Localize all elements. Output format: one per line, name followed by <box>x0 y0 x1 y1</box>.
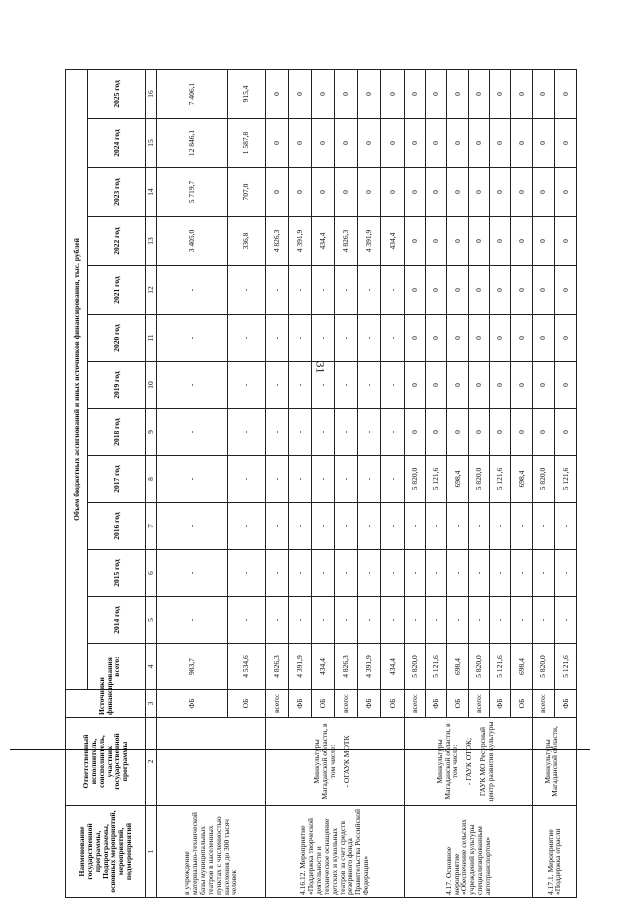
value-cell: 0 <box>426 362 447 409</box>
value-cell: 0 <box>511 409 532 456</box>
value-cell: 0 <box>511 119 532 168</box>
value-cell: - <box>554 550 576 597</box>
column-index: 3 <box>146 690 157 718</box>
value-cell: - <box>381 550 404 597</box>
value-cell: - <box>288 362 311 409</box>
value-cell: 0 <box>447 119 468 168</box>
value-cell: 5 121,6 <box>490 644 511 690</box>
value-cell: 5 820,0 <box>532 456 554 503</box>
value-cell: 0 <box>335 69 358 118</box>
value-cell: 336,8 <box>227 217 265 266</box>
executor-line: - ОГАУК МОТК <box>341 735 351 788</box>
funding-source: ОБ <box>381 690 404 718</box>
value-cell: 0 <box>311 119 334 168</box>
value-cell: 5 820,0 <box>468 456 489 503</box>
value-cell: - <box>311 597 334 644</box>
value-cell: 0 <box>447 409 468 456</box>
value-cell: 0 <box>381 69 404 118</box>
value-cell: 0 <box>468 168 489 217</box>
index-row <box>146 69 157 897</box>
funding-source: всего: <box>468 690 489 718</box>
value-cell: 0 <box>511 217 532 266</box>
value-cell: - <box>335 315 358 362</box>
value-cell: 0 <box>554 315 576 362</box>
funding-source: ОБ <box>311 690 334 718</box>
value-cell: - <box>447 503 468 550</box>
value-cell: - <box>288 409 311 456</box>
table-header <box>66 69 157 897</box>
measure-name: 4.17. Основное мероприятие «Обеспечение сельских учреждений культуры специализированным автотранспортом» <box>404 806 532 898</box>
value-cell: 0 <box>311 168 334 217</box>
value-cell: 5 820,0 <box>404 456 425 503</box>
value-cell: 0 <box>468 266 489 315</box>
value-cell: - <box>335 550 358 597</box>
value-cell: - <box>311 456 334 503</box>
value-cell: - <box>426 503 447 550</box>
header-year: 2015 год <box>88 550 146 597</box>
table-frame <box>65 70 577 898</box>
value-cell: 0 <box>288 168 311 217</box>
value-cell: 0 <box>358 69 381 118</box>
value-cell: - <box>311 503 334 550</box>
value-cell: 0 <box>554 266 576 315</box>
value-cell: 0 <box>426 266 447 315</box>
value-cell: - <box>468 597 489 644</box>
value-cell: - <box>157 266 228 315</box>
value-cell: - <box>511 550 532 597</box>
value-cell: 0 <box>335 168 358 217</box>
value-cell: - <box>554 597 576 644</box>
value-cell: 0 <box>265 69 288 118</box>
value-cell: 434,4 <box>311 644 334 690</box>
header-name: Наименование государственной программы, Подпрограммы, основных мероприятий, мероприятий, подмероприятий <box>66 806 146 898</box>
value-cell: 4 826,3 <box>335 644 358 690</box>
funding-source: ОБ <box>227 690 265 718</box>
value-cell: - <box>554 503 576 550</box>
value-cell: 1 587,8 <box>227 119 265 168</box>
value-cell: - <box>381 597 404 644</box>
value-cell: - <box>404 503 425 550</box>
value-cell: 0 <box>490 217 511 266</box>
value-cell: - <box>227 409 265 456</box>
column-index: 8 <box>146 456 157 503</box>
executor <box>532 718 576 806</box>
value-cell: 0 <box>426 69 447 118</box>
header-year: 2023 год <box>88 168 146 217</box>
value-cell: - <box>227 266 265 315</box>
value-cell: - <box>335 266 358 315</box>
funding-source: ФБ <box>358 690 381 718</box>
value-cell: - <box>311 266 334 315</box>
value-cell: 0 <box>404 217 425 266</box>
value-cell: 0 <box>447 69 468 118</box>
value-cell: 4 534,6 <box>227 644 265 690</box>
value-cell: 698,4 <box>511 456 532 503</box>
value-cell: - <box>447 597 468 644</box>
value-cell: 0 <box>490 409 511 456</box>
column-index: 10 <box>146 362 157 409</box>
value-cell: - <box>335 409 358 456</box>
value-cell: 0 <box>490 168 511 217</box>
value-cell: - <box>358 315 381 362</box>
funding-source: ФБ <box>490 690 511 718</box>
measure-name: в учреждение материально-технической базы муниципальных театров в населенных пунктах с численностью населения до 300 тысяч человек <box>157 806 266 898</box>
value-cell: - <box>335 597 358 644</box>
value-cell: 4 391,9 <box>288 644 311 690</box>
value-cell: - <box>381 266 404 315</box>
value-cell: 0 <box>381 119 404 168</box>
table-row <box>532 69 554 897</box>
value-cell: - <box>532 550 554 597</box>
value-cell: - <box>265 456 288 503</box>
header-year: 2021 год <box>88 266 146 315</box>
value-cell: - <box>532 503 554 550</box>
value-cell: - <box>288 597 311 644</box>
value-cell: 0 <box>426 409 447 456</box>
table-body <box>157 69 577 897</box>
value-cell: - <box>426 550 447 597</box>
value-cell: - <box>490 550 511 597</box>
value-cell: - <box>511 503 532 550</box>
value-cell: 0 <box>532 69 554 118</box>
column-index: 2 <box>146 718 157 806</box>
value-cell: 0 <box>265 119 288 168</box>
value-cell: - <box>311 315 334 362</box>
column-index: 7 <box>146 503 157 550</box>
value-cell: - <box>227 550 265 597</box>
page-number: 31 <box>313 361 328 374</box>
value-cell: 0 <box>554 362 576 409</box>
value-cell: - <box>157 409 228 456</box>
value-cell: 0 <box>288 69 311 118</box>
header-year: 2014 год <box>88 597 146 644</box>
value-cell: 0 <box>288 119 311 168</box>
value-cell: 0 <box>311 69 334 118</box>
executor-line: - ГАУК ОТОК; <box>464 737 474 786</box>
value-cell: 0 <box>426 119 447 168</box>
funding-source: ФБ <box>157 690 228 718</box>
value-cell: 698,4 <box>447 644 468 690</box>
value-cell: 0 <box>511 168 532 217</box>
value-cell: 4 391,9 <box>358 644 381 690</box>
value-cell: 0 <box>335 119 358 168</box>
value-cell: 0 <box>447 315 468 362</box>
value-cell: - <box>288 315 311 362</box>
value-cell: 0 <box>404 119 425 168</box>
value-cell: - <box>227 362 265 409</box>
value-cell: - <box>288 456 311 503</box>
column-index: 15 <box>146 119 157 168</box>
value-cell: 0 <box>447 217 468 266</box>
header-year: 2018 год <box>88 409 146 456</box>
value-cell: 0 <box>554 409 576 456</box>
header-year: 2017 год <box>88 456 146 503</box>
value-cell: 3 405,0 <box>157 217 228 266</box>
value-cell: - <box>265 409 288 456</box>
header-source: Источники финансирования <box>66 690 146 718</box>
value-cell: 0 <box>554 119 576 168</box>
value-cell: - <box>335 362 358 409</box>
value-cell: - <box>265 503 288 550</box>
value-cell: 0 <box>511 362 532 409</box>
value-cell: 698,4 <box>511 644 532 690</box>
value-cell: 983,7 <box>157 644 228 690</box>
value-cell: 5 121,6 <box>426 644 447 690</box>
value-cell: - <box>288 550 311 597</box>
column-index: 1 <box>146 806 157 898</box>
column-index: 5 <box>146 597 157 644</box>
value-cell: - <box>381 409 404 456</box>
value-cell: 0 <box>426 315 447 362</box>
value-cell: 0 <box>468 69 489 118</box>
value-cell: - <box>311 409 334 456</box>
value-cell: 0 <box>404 168 425 217</box>
value-cell: 5 121,6 <box>554 644 576 690</box>
value-cell: 0 <box>532 168 554 217</box>
value-cell: 12 846,1 <box>157 119 228 168</box>
measure-name: 4.17.1. Мероприятие «Поддержка отрасли <box>532 806 576 898</box>
header-year: 2016 год <box>88 503 146 550</box>
funding-source: ФБ <box>288 690 311 718</box>
executor <box>157 718 266 806</box>
value-cell: 0 <box>358 119 381 168</box>
value-cell: 0 <box>426 168 447 217</box>
value-cell: - <box>358 266 381 315</box>
value-cell: 0 <box>532 119 554 168</box>
value-cell: 0 <box>468 119 489 168</box>
executor-line: Минкультуры Магаданской области, <box>542 726 560 797</box>
value-cell: 5 121,6 <box>426 456 447 503</box>
value-cell: 434,4 <box>381 217 404 266</box>
value-cell: 434,4 <box>381 644 404 690</box>
value-cell: 0 <box>447 168 468 217</box>
funding-source: ОБ <box>511 690 532 718</box>
value-cell: - <box>381 362 404 409</box>
table-row <box>157 69 228 897</box>
value-cell: - <box>265 597 288 644</box>
column-index: 11 <box>146 315 157 362</box>
executor <box>265 718 404 806</box>
value-cell: - <box>157 362 228 409</box>
value-cell: 0 <box>404 409 425 456</box>
value-cell: - <box>265 266 288 315</box>
value-cell: 0 <box>468 217 489 266</box>
value-cell: 5 820,0 <box>404 644 425 690</box>
value-cell: 0 <box>532 315 554 362</box>
value-cell: - <box>157 503 228 550</box>
value-cell: - <box>404 550 425 597</box>
value-cell: 0 <box>490 362 511 409</box>
value-cell: - <box>335 503 358 550</box>
value-cell: - <box>490 597 511 644</box>
value-cell: - <box>358 409 381 456</box>
funding-source: ФБ <box>426 690 447 718</box>
funding-source: ОБ <box>447 690 468 718</box>
value-cell: 4 391,9 <box>288 217 311 266</box>
value-cell: 7 406,1 <box>157 69 228 118</box>
value-cell: - <box>358 503 381 550</box>
value-cell: - <box>157 597 228 644</box>
value-cell: 0 <box>511 69 532 118</box>
executor-line: ГАУК МО Ресурсный центр развития культуры <box>478 721 496 802</box>
value-cell: 4 826,3 <box>335 217 358 266</box>
value-cell: 5 121,6 <box>554 456 576 503</box>
column-index: 6 <box>146 550 157 597</box>
value-cell: 0 <box>358 168 381 217</box>
value-cell: 0 <box>490 315 511 362</box>
value-cell: 0 <box>490 266 511 315</box>
value-cell: 915,4 <box>227 69 265 118</box>
value-cell: - <box>358 456 381 503</box>
value-cell: - <box>157 550 228 597</box>
funding-source: ФБ <box>554 690 576 718</box>
value-cell: 4 826,3 <box>265 644 288 690</box>
value-cell: 5 719,7 <box>157 168 228 217</box>
value-cell: - <box>157 315 228 362</box>
value-cell: 4 391,9 <box>358 217 381 266</box>
rotated-table-container <box>65 70 577 898</box>
value-cell: - <box>358 550 381 597</box>
value-cell: - <box>511 597 532 644</box>
value-cell: 0 <box>404 362 425 409</box>
value-cell: 5 121,6 <box>490 456 511 503</box>
value-cell: - <box>381 315 404 362</box>
value-cell: 707,0 <box>227 168 265 217</box>
header-total: всего: <box>88 644 146 690</box>
value-cell: - <box>532 597 554 644</box>
header-year: 2025 год <box>88 69 146 118</box>
executor <box>404 718 532 806</box>
value-cell: 0 <box>468 362 489 409</box>
funding-source: всего: <box>265 690 288 718</box>
header-year: 2019 год <box>88 362 146 409</box>
value-cell: 0 <box>532 217 554 266</box>
funding-source: всего: <box>404 690 425 718</box>
value-cell: 5 820,0 <box>468 644 489 690</box>
value-cell: 0 <box>532 409 554 456</box>
value-cell: - <box>358 362 381 409</box>
column-index: 14 <box>146 168 157 217</box>
header-executor: Ответственный исполнитель, соисполнитель, участник государственной программы <box>66 718 146 806</box>
value-cell: 0 <box>447 362 468 409</box>
value-cell: 0 <box>511 315 532 362</box>
executor-line: Минкультуры Магаданской области, в том числе: <box>434 723 460 800</box>
value-cell: 0 <box>511 266 532 315</box>
value-cell: 0 <box>265 168 288 217</box>
value-cell: - <box>381 503 404 550</box>
executor-line: Минкультуры Магаданской области, в том числе: <box>311 723 337 800</box>
column-index: 12 <box>146 266 157 315</box>
value-cell: 0 <box>447 266 468 315</box>
value-cell: 0 <box>532 362 554 409</box>
value-cell: 698,4 <box>447 456 468 503</box>
value-cell: - <box>288 503 311 550</box>
value-cell: 0 <box>468 409 489 456</box>
header-year: 2022 год <box>88 217 146 266</box>
value-cell: - <box>311 362 334 409</box>
value-cell: - <box>468 550 489 597</box>
funding-source: всего: <box>335 690 358 718</box>
value-cell: - <box>265 315 288 362</box>
funding-source: всего: <box>532 690 554 718</box>
value-cell: 0 <box>381 168 404 217</box>
value-cell: - <box>265 550 288 597</box>
value-cell: 0 <box>404 266 425 315</box>
value-cell: 434,4 <box>311 217 334 266</box>
value-cell: - <box>426 597 447 644</box>
value-cell: - <box>490 503 511 550</box>
value-cell: 4 826,3 <box>265 217 288 266</box>
value-cell: - <box>227 456 265 503</box>
value-cell: 5 820,0 <box>532 644 554 690</box>
header-year: 2024 год <box>88 119 146 168</box>
table-row <box>404 69 425 897</box>
value-cell: - <box>157 456 228 503</box>
column-index: 4 <box>146 644 157 690</box>
table-row <box>265 69 288 897</box>
value-cell: 0 <box>554 217 576 266</box>
value-cell: - <box>468 503 489 550</box>
measure-name: 4.16.12. Мероприятие «Поддержка творческой деятельности и техническое оснащение детских и кукольных театров за счет средств резервного фонда Правительства Российской Федерации» <box>265 806 404 898</box>
value-cell: 0 <box>554 168 576 217</box>
column-index: 13 <box>146 217 157 266</box>
value-cell: - <box>227 597 265 644</box>
header-year: 2020 год <box>88 315 146 362</box>
value-cell: 0 <box>490 69 511 118</box>
value-cell: - <box>335 456 358 503</box>
value-cell: - <box>227 503 265 550</box>
value-cell: - <box>311 550 334 597</box>
column-index: 16 <box>146 69 157 118</box>
value-cell: 0 <box>468 315 489 362</box>
value-cell: - <box>265 362 288 409</box>
value-cell: 0 <box>426 217 447 266</box>
value-cell: - <box>447 550 468 597</box>
value-cell: 0 <box>490 119 511 168</box>
value-cell: 0 <box>404 315 425 362</box>
column-index: 9 <box>146 409 157 456</box>
header-volume: Объем бюджетных ассигнований и иных источников финансирования, тыс. рублей <box>66 69 88 689</box>
value-cell: - <box>404 597 425 644</box>
value-cell: - <box>288 266 311 315</box>
value-cell: - <box>381 456 404 503</box>
value-cell: 0 <box>532 266 554 315</box>
value-cell: 0 <box>404 69 425 118</box>
value-cell: 0 <box>554 69 576 118</box>
financing-table <box>65 69 577 898</box>
value-cell: - <box>227 315 265 362</box>
value-cell: - <box>358 597 381 644</box>
